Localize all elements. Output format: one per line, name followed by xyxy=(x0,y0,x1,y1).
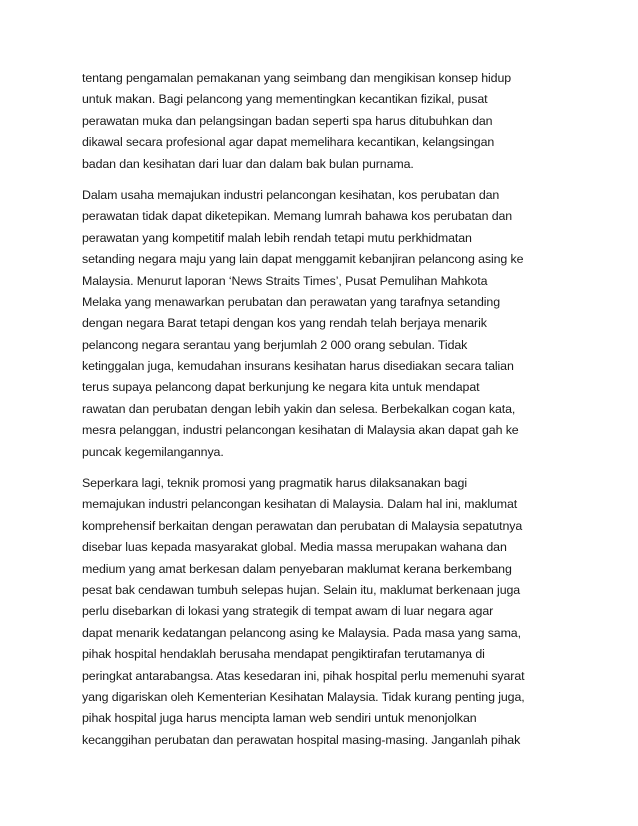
text-line: medium yang amat berkesan dalam penyebaran maklumat kerana berkembang xyxy=(82,561,512,576)
text-line: ketinggalan juga, kemudahan insurans kesihatan harus disediakan secara talian xyxy=(82,359,514,374)
text-line: Dalam usaha memajukan industri pelancongan kesihatan, kos perubatan dan xyxy=(82,187,500,202)
text-line: badan dan kesihatan dari luar dan dalam bak bulan purnama. xyxy=(82,156,414,171)
text-line: pihak hospital juga harus mencipta laman web sendiri untuk menonjolkan xyxy=(82,711,477,726)
text-line: puncak kegemilangannya. xyxy=(82,444,224,459)
text-line: setanding negara maju yang lain dapat menggamit kebanjiran pelancong asing ke xyxy=(82,252,524,267)
text-line: Malaysia. Menurut laporan ‘News Straits Times’, Pusat Pemulihan Mahkota xyxy=(82,273,488,288)
text-line: kecanggihan perubatan dan perawatan hospital masing-masing. Janganlah pihak xyxy=(82,732,521,747)
text-line: pihak hospital hendaklah berusaha mendapat pengiktirafan terutamanya di xyxy=(82,647,485,662)
text-line: Seperkara lagi, teknik promosi yang pragmatik harus dilaksanakan bagi xyxy=(82,476,467,491)
text-line: memajukan industri pelancongan kesihatan di Malaysia. Dalam hal ini, maklumat xyxy=(82,497,518,512)
text-line: dapat menarik kedatangan pelancong asing ke Malaysia. Pada masa yang sama, xyxy=(82,625,521,640)
text-line: untuk makan. Bagi pelancong yang mementingkan kecantikan fizikal, pusat xyxy=(82,92,488,107)
text-line: dikawal secara profesional agar dapat memelihara kecantikan, kelangsingan xyxy=(82,135,495,150)
paragraph-3 xyxy=(82,473,562,751)
text-line: perawatan yang kompetitif malah lebih rendah tetapi mutu perkhidmatan xyxy=(82,230,472,245)
text-line: tentang pengamalan pemakanan yang seimbang dan mengikisan konsep hidup xyxy=(82,71,512,85)
document-body xyxy=(82,68,562,761)
text-line: dengan negara Barat tetapi dengan kos yang rendah telah berjaya menarik xyxy=(82,316,487,331)
text-line: perawatan tidak dapat diketepikan. Memang lumrah bahawa kos perubatan dan xyxy=(82,209,513,224)
text-line: perawatan muka dan pelangsingan badan seperti spa harus ditubuhkan dan xyxy=(82,113,493,128)
text-line: pesat bak cendawan tumbuh selepas hujan. Selain itu, maklumat berkenaan juga xyxy=(82,582,521,597)
text-line: perlu disebarkan di lokasi yang strategik di tempat awam di luar negara agar xyxy=(82,604,494,619)
paragraph-2 xyxy=(82,185,562,463)
text-line: rawatan dan perubatan dengan lebih yakin dan selesa. Berbekalkan cogan kata, xyxy=(82,401,516,416)
text-line: terus supaya pelancong dapat berkunjung ke negara kita untuk mendapat xyxy=(82,380,480,395)
text-line: Melaka yang menawarkan perubatan dan perawatan yang tarafnya setanding xyxy=(82,294,501,309)
text-line: mesra pelanggan, industri pelancongan kesihatan di Malaysia akan dapat gah ke xyxy=(82,423,519,438)
paragraph-1 xyxy=(82,68,562,175)
text-line: peringkat antarabangsa. Atas kesedaran ini, pihak hospital perlu memenuhi syarat xyxy=(82,668,525,683)
text-line: pelancong negara serantau yang berjumlah 2 000 orang sebulan. Tidak xyxy=(82,337,468,352)
text-line: disebar luas kepada masyarakat global. Media massa merupakan wahana dan xyxy=(82,540,507,555)
text-line: yang digariskan oleh Kementerian Kesihatan Malaysia. Tidak kurang penting juga, xyxy=(82,689,525,704)
text-line: komprehensif berkaitan dengan perawatan dan perubatan di Malaysia sepatutnya xyxy=(82,518,523,533)
